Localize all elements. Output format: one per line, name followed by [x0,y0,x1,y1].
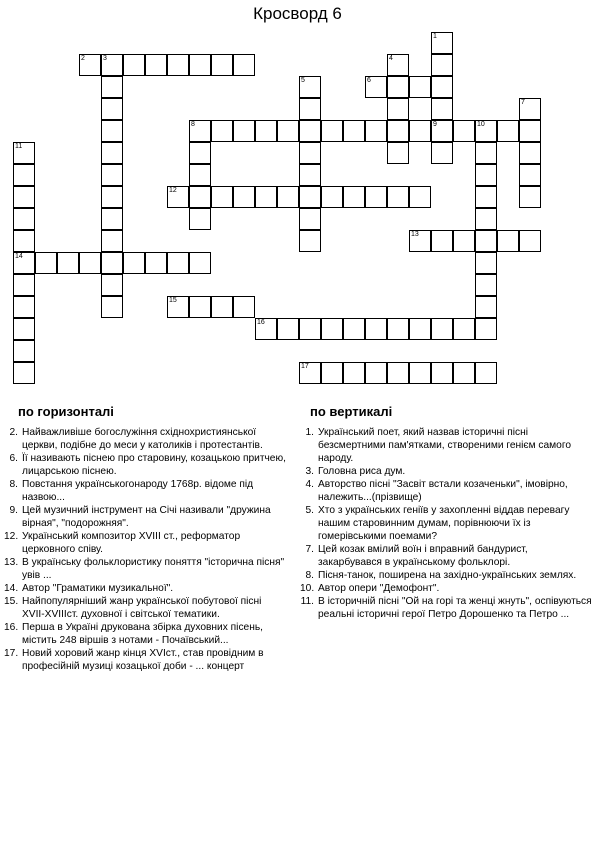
grid-cell[interactable] [475,296,497,318]
clue-number: 6 [367,77,371,84]
grid-cell[interactable] [475,230,497,252]
clue-number-label: 8. [305,570,314,581]
grid-cell[interactable] [101,186,123,208]
grid-cell[interactable] [431,318,453,340]
grid-cell[interactable] [321,120,343,142]
grid-cell[interactable] [519,230,541,252]
clue-number: 1 [433,33,437,40]
grid-cell[interactable] [431,230,453,252]
across-clue [4,647,286,673]
grid-cell[interactable] [431,98,453,120]
grid-cell[interactable] [145,54,167,76]
clue-text: Новий хоровий жанр кінця XVIст., став провідним в професійній музиці козацької доби - ... концерт [22,648,264,672]
clue-number-label: 12. [4,531,19,542]
grid-cell[interactable] [365,186,387,208]
crossword-grid [0,0,595,400]
clue-number-label: 4. [305,479,314,490]
page-title: Кросворд 6 [253,4,342,23]
across-heading: по горизонталі [18,404,114,419]
grid-cell[interactable] [299,362,321,384]
grid-cell[interactable] [475,318,497,340]
clue-number-label: 17. [4,648,19,659]
grid-cell[interactable] [189,252,211,274]
grid-cell[interactable] [453,120,475,142]
grid-cell[interactable] [299,230,321,252]
down-clue [300,504,592,543]
clue-number: 3 [103,55,107,62]
clue-number: 15 [169,297,177,304]
grid-cell[interactable] [189,186,211,208]
clue-number: 17 [301,363,309,370]
grid-cell[interactable] [211,186,233,208]
grid-cell[interactable] [431,32,453,54]
grid-cell[interactable] [299,208,321,230]
down-clue [300,478,592,504]
clue-number-label: 6. [9,453,18,464]
grid-cell[interactable] [321,186,343,208]
grid-cell[interactable] [475,186,497,208]
clue-number: 10 [477,121,485,128]
grid-cell[interactable] [101,252,123,274]
grid-cell[interactable] [189,142,211,164]
clue-text: В українську фольклористику поняття "історична пісня" увів ... [22,557,285,581]
across-clue-list [4,426,286,673]
grid-cell[interactable] [431,120,453,142]
clue-number-label: 13. [4,557,19,568]
down-clue [300,426,592,465]
grid-cell[interactable] [299,76,321,98]
grid-cell[interactable] [233,120,255,142]
grid-cell[interactable] [101,76,123,98]
clue-number: 9 [433,121,437,128]
down-clue [300,569,592,582]
grid-cell[interactable] [13,362,35,384]
grid-cell[interactable] [211,54,233,76]
clue-text: Перша в Україні друкована збірка духовних пісень, містить 248 віршів з нотами - Почаївський... [22,622,263,646]
grid-cell[interactable] [189,296,211,318]
grid-cell[interactable] [475,274,497,296]
clue-number: 5 [301,77,305,84]
grid-cell[interactable] [233,296,255,318]
across-clue [4,478,286,504]
grid-cell[interactable] [57,252,79,274]
clue-number-label: 14. [4,583,19,594]
grid-cell[interactable] [453,362,475,384]
clue-number: 14 [15,253,23,260]
grid-cell[interactable] [343,120,365,142]
grid-cell[interactable] [233,186,255,208]
grid-cell[interactable] [387,98,409,120]
grid-cell[interactable] [387,76,409,98]
grid-cell[interactable] [475,252,497,274]
grid-cell[interactable] [123,54,145,76]
grid-cell[interactable] [299,186,321,208]
grid-cell[interactable] [233,54,255,76]
clue-text: Авторство пісні "Засвіт встали козаченьки", імовірно, належить...(прізвище) [318,479,568,503]
grid-cell[interactable] [13,186,35,208]
grid-cell[interactable] [519,120,541,142]
grid-cell[interactable] [431,76,453,98]
grid-cell[interactable] [13,164,35,186]
grid-cell[interactable] [123,252,145,274]
grid-cell[interactable] [365,76,387,98]
clue-text: Повстання українськогонароду 1768р. відоме під назвою... [22,479,254,503]
clue-number-label: 15. [4,596,19,607]
clue-number-label: 11. [300,596,314,607]
grid-cell[interactable] [519,98,541,120]
grid-cell[interactable] [167,252,189,274]
down-clue-list [300,426,592,621]
clue-text: Цей козак вмілий воїн і вправний бандурист, закарбувався в українському фольклорі. [318,544,528,568]
clue-number: 7 [521,99,525,106]
grid-cell[interactable] [497,230,519,252]
grid-cell[interactable] [519,164,541,186]
clue-number: 8 [191,121,195,128]
grid-cell[interactable] [343,186,365,208]
clue-text: Пісня-танок, поширена на західно-українських землях. [318,570,577,581]
grid-cell[interactable] [343,362,365,384]
grid-cell[interactable] [101,164,123,186]
across-clue [4,504,286,530]
clue-text: Найпопулярніший жанр української побутової пісні XVII-XVIIIст. духовної і світської тематики. [22,596,262,620]
grid-cell[interactable] [13,274,35,296]
grid-cell[interactable] [475,362,497,384]
clue-number-label: 5. [305,505,314,516]
grid-cell[interactable] [277,318,299,340]
grid-cell[interactable] [365,318,387,340]
down-clue [300,582,592,595]
grid-cell[interactable] [299,142,321,164]
grid-cell[interactable] [189,54,211,76]
grid-cell[interactable] [519,186,541,208]
grid-cell[interactable] [211,296,233,318]
clue-text: Її називають піснею про старовину, козацькою притчею, лицарською піснею. [22,453,286,477]
clue-number-label: 9. [9,505,18,516]
grid-cell[interactable] [35,252,57,274]
across-clue [4,452,286,478]
grid-cell[interactable] [475,164,497,186]
grid-cell[interactable] [167,296,189,318]
down-heading: по вертикалі [310,404,393,419]
down-clue [300,543,592,569]
clue-text: Автор "Граматики музикальної". [22,583,174,594]
grid-cell[interactable] [475,208,497,230]
grid-cell[interactable] [343,318,365,340]
clue-number: 2 [81,55,85,62]
grid-cell[interactable] [409,120,431,142]
grid-cell[interactable] [321,362,343,384]
clue-number: 11 [15,143,23,150]
grid-cell[interactable] [79,252,101,274]
grid-cell[interactable] [453,230,475,252]
clue-text: В історичній пісні "Ой на горі та женці жнуть", оспівуються реальні історичні герої Петро Дорошенко та Петро ... [318,596,592,620]
across-clue [4,582,286,595]
grid-cell[interactable] [453,318,475,340]
grid-cell[interactable] [409,318,431,340]
grid-cell[interactable] [321,318,343,340]
grid-cell[interactable] [387,186,409,208]
grid-cell[interactable] [387,120,409,142]
grid-cell[interactable] [211,120,233,142]
clue-text: Цей музичний інструмент на Січі називали "дружина вірная", "подорожняя". [22,505,271,529]
grid-cell[interactable] [277,186,299,208]
grid-cell[interactable] [13,142,35,164]
grid-cell[interactable] [519,142,541,164]
across-clue [4,621,286,647]
clue-number-label: 8. [9,479,18,490]
grid-cell[interactable] [13,318,35,340]
grid-cell[interactable] [101,296,123,318]
grid-cell[interactable] [189,120,211,142]
grid-cell[interactable] [189,208,211,230]
grid-cell[interactable] [299,318,321,340]
grid-cell[interactable] [365,362,387,384]
clue-text: Найважливіше богослужіння східнохристиянської церкви, подібне до меси у католиків і протестантів. [22,427,263,451]
grid-cell[interactable] [101,230,123,252]
clue-number: 16 [257,319,265,326]
grid-cell[interactable] [167,186,189,208]
clue-number: 12 [169,187,177,194]
grid-cell[interactable] [13,230,35,252]
grid-cell[interactable] [13,340,35,362]
clue-text: Головна риса дум. [318,466,406,477]
grid-cell[interactable] [145,252,167,274]
across-clue [4,426,286,452]
across-clue [4,530,286,556]
clue-number: 13 [411,231,419,238]
clue-number-label: 7. [305,544,314,555]
grid-cell[interactable] [497,120,519,142]
grid-cell[interactable] [431,142,453,164]
grid-cell[interactable] [101,120,123,142]
grid-cell[interactable] [387,362,409,384]
grid-cell[interactable] [409,230,431,252]
down-clue [300,465,592,478]
down-clue [300,595,592,621]
grid-cell[interactable] [475,120,497,142]
grid-cell[interactable] [299,120,321,142]
grid-cell[interactable] [255,186,277,208]
grid-cell[interactable] [409,362,431,384]
grid-cell[interactable] [475,142,497,164]
grid-cell[interactable] [277,120,299,142]
grid-cell[interactable] [387,142,409,164]
clue-number-label: 1. [305,427,314,438]
grid-cell[interactable] [387,54,409,76]
clue-number-label: 16. [4,622,19,633]
grid-cell[interactable] [79,54,101,76]
grid-cell[interactable] [409,76,431,98]
clue-number-label: 3. [305,466,314,477]
grid-cell[interactable] [299,98,321,120]
grid-cell[interactable] [101,54,123,76]
grid-cell[interactable] [167,54,189,76]
grid-cell[interactable] [365,120,387,142]
grid-cell[interactable] [299,164,321,186]
clue-number: 4 [389,55,393,62]
grid-cell[interactable] [431,54,453,76]
clue-text: Автор опери "Демофонт". [318,583,440,594]
grid-cell[interactable] [13,252,35,274]
clue-text: Український композитор XVIII ст., реформатор церковного співу. [22,531,241,555]
grid-cell[interactable] [101,142,123,164]
grid-cell[interactable] [13,296,35,318]
grid-cell[interactable] [431,362,453,384]
grid-cell[interactable] [255,120,277,142]
grid-cell[interactable] [409,186,431,208]
grid-cell[interactable] [101,208,123,230]
grid-cell[interactable] [387,318,409,340]
clue-text: Український поет, який назвав історичні пісні безсмертними пам'ятками, створеними генієм самого народу. [318,427,572,464]
clue-number-label: 10. [300,583,315,594]
across-clue [4,595,286,621]
grid-cell[interactable] [13,208,35,230]
grid-cell[interactable] [101,98,123,120]
grid-cell[interactable] [101,274,123,296]
across-clue [4,556,286,582]
clue-number-label: 2. [9,427,18,438]
grid-cell[interactable] [255,318,277,340]
grid-cell[interactable] [189,164,211,186]
clue-text: Хто з українських геніїв у захопленні віддав перевагу нашим старовинним думам, порівнюючи їх із гомерівськими поемами? [318,505,570,542]
